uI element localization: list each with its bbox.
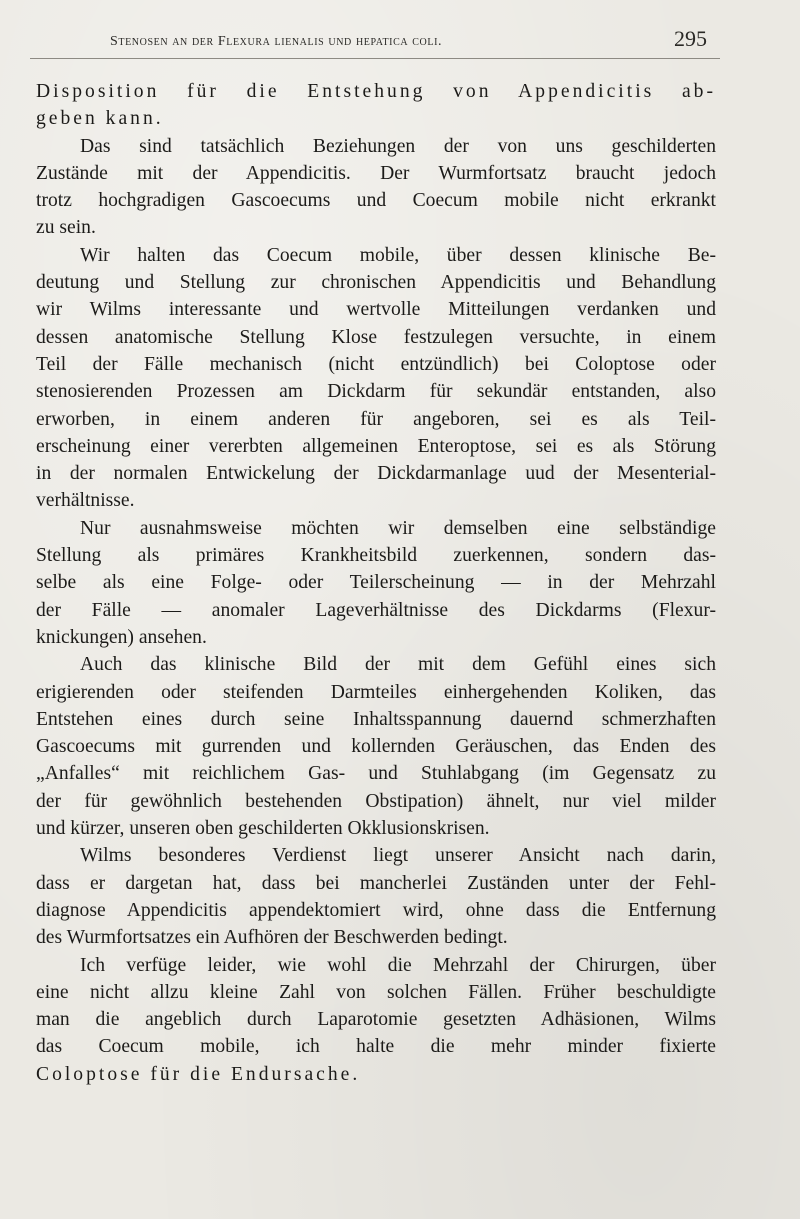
- text-line: erscheinung einer vererbten allgemeinen Enteroptose, sei es als Störung: [36, 435, 716, 457]
- text-line: „Anfalles“ mit reichlichem Gas- und Stuhlabgang (im Gegensatz zu: [36, 763, 716, 785]
- text-line: Nur ausnahmsweise möchten wir demselben eine selbständige: [80, 517, 716, 539]
- page-number: 295: [674, 26, 707, 51]
- text-line: das Coecum mobile, ich halte die mehr minder fixierte: [36, 1036, 716, 1058]
- text-line: Das sind tatsächlich Beziehungen der von uns geschilderten: [80, 135, 716, 157]
- text-line: selbe als eine Folge- oder Teilerscheinung — in der Mehrzahl: [36, 572, 716, 594]
- text-line: Wir halten das Coecum mobile, über dessen klinische Be-: [80, 244, 716, 266]
- body-text: [36, 78, 716, 1088]
- text-line: des Wurmfortsatzes ein Aufhören der Beschwerden bedingt.: [36, 927, 508, 949]
- text-line: der Fälle — anomaler Lageverhältnisse des Dickdarms (Flexur-: [36, 599, 716, 621]
- text-line: Entstehen eines durch seine Inhaltsspannung dauernd schmerzhaften: [36, 708, 716, 730]
- text-line: wir Wilms interessante und wertvolle Mitteilungen verdanken und: [36, 299, 716, 321]
- text-line: trotz hochgradigen Gascoecums und Coecum mobile nicht erkrankt: [36, 190, 716, 212]
- text-line: deutung und Stellung zur chronischen Appendicitis und Behandlung: [36, 272, 716, 294]
- text-line: in der normalen Entwickelung der Dickdarmanlage uud der Mesenterial-: [36, 463, 716, 485]
- text-line: eine nicht allzu kleine Zahl von solchen Fällen. Früher beschuldigte: [36, 981, 716, 1003]
- text-line: Teil der Fälle mechanisch (nicht entzündlich) bei Coloptose oder: [36, 353, 716, 375]
- running-title: Stenosen an der Flexura lienalis und hepatica coli.: [110, 34, 443, 49]
- text-line: Stellung als primäres Krankheitsbild zuerkennen, sondern das-: [36, 545, 716, 567]
- text-line: dessen anatomische Stellung Klose festzulegen versuchte, in einem: [36, 326, 716, 348]
- text-line: geben kann.: [36, 108, 164, 130]
- text-line: Gascoecums mit gurrenden und kollernden Geräuschen, das Enden des: [36, 736, 716, 758]
- text-line: Coloptose für die Endursache.: [36, 1063, 361, 1085]
- text-line: Ich verfüge leider, wie wohl die Mehrzahl der Chirurgen, über: [80, 954, 716, 976]
- text-line: Auch das klinische Bild der mit dem Gefühl eines sich: [80, 654, 716, 676]
- text-line: dass er dargetan hat, dass bei mancherlei Zuständen unter der Fehl-: [36, 872, 716, 894]
- text-line: stenosierenden Prozessen am Dickdarm für sekundär entstanden, also: [36, 381, 716, 403]
- text-line: Zustände mit der Appendicitis. Der Wurmfortsatz braucht jedoch: [36, 162, 716, 184]
- text-line: diagnose Appendicitis appendektomiert wird, ohne dass die Entfernung: [36, 899, 716, 921]
- text-line: Wilms besonderes Verdienst liegt unserer Ansicht nach darin,: [80, 845, 716, 867]
- text-line: zu sein.: [36, 217, 96, 239]
- text-line: verhältnisse.: [36, 490, 135, 512]
- text-line: erworben, in einem anderen für angeboren, sei es als Teil-: [36, 408, 716, 430]
- header-rule: [30, 58, 720, 59]
- text-line: man die angeblich durch Laparotomie gesetzten Adhäsionen, Wilms: [36, 1009, 716, 1031]
- text-line: erigierenden oder steifenden Darmteiles einhergehenden Koliken, das: [36, 681, 716, 703]
- text-line: Disposition für die Entstehung von Appendicitis ab-: [36, 81, 716, 102]
- text-line: der für gewöhnlich bestehenden Obstipation) ähnelt, nur viel milder: [36, 790, 716, 812]
- text-line: und kürzer, unseren oben geschilderten Okklusionskrisen.: [36, 818, 490, 840]
- text-line: knickungen) ansehen.: [36, 626, 207, 648]
- running-head: [0, 26, 800, 56]
